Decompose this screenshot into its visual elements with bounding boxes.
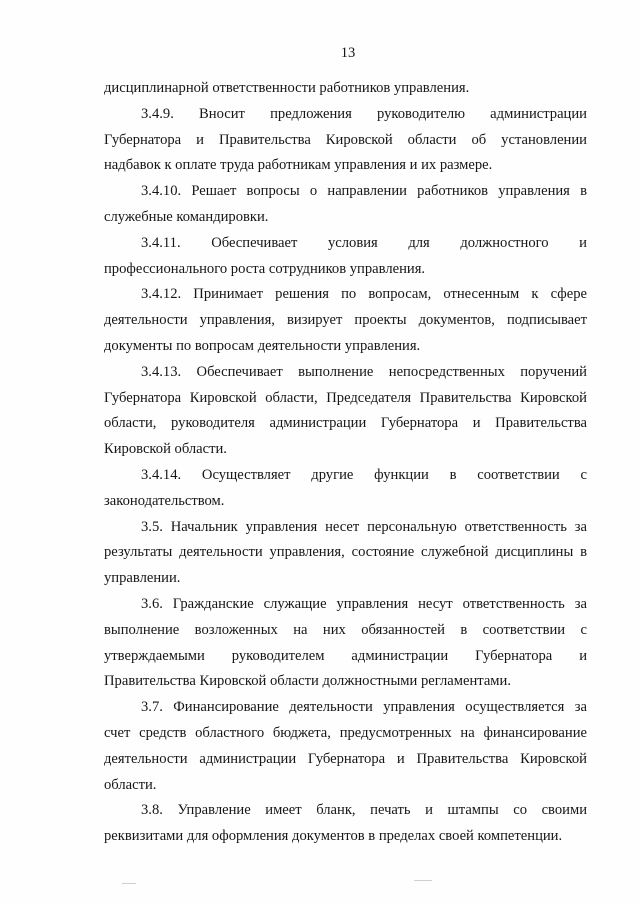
line-text: Начальник управления несет персональную ответственность за [170, 518, 587, 535]
text-line: надбавок к оплате труда работникам управления и их размере. [104, 157, 493, 174]
text-line [104, 102, 587, 128]
text-line: области. [104, 776, 157, 793]
text-line: Кировской области. [104, 441, 227, 458]
clause-number: 3.7. [141, 699, 163, 716]
line-text: Решает вопросы о направлении работников управления в [191, 183, 587, 200]
clause-3-5 [104, 515, 587, 592]
clause-number: 3.5. [141, 518, 163, 535]
clause-3-4-14 [104, 463, 587, 515]
text-line [104, 231, 587, 257]
line-text: Вносит предложения руководителю администрации [199, 105, 587, 122]
text-line [104, 282, 587, 308]
scan-mark [414, 880, 432, 881]
clause-number: 3.4.12. [141, 286, 182, 303]
clause-3-4-13 [104, 360, 587, 463]
line-text: Управление имеет бланк, печать и штампы со своими [177, 802, 588, 819]
line-text: Осуществляет другие функции в соответствии с [201, 466, 587, 483]
text-line [104, 360, 587, 386]
clause-number: 3.4.14. [141, 466, 182, 483]
page-number: 13 [340, 45, 356, 61]
text-line: области, руководителя администрации Губернатора и Правительства [104, 415, 587, 432]
text-line: Губернатора и Правительства Кировской области об установлении [104, 131, 587, 148]
clause-number: 3.8. [141, 802, 163, 819]
text-line: управлении. [104, 570, 181, 587]
text-line: результаты деятельности управления, состояние служебной дисциплины в [104, 544, 587, 561]
text-line: документы по вопросам деятельности управления. [104, 337, 421, 354]
clause-3-8 [104, 798, 587, 850]
text-line [104, 463, 587, 489]
text-line: выполнение возложенных на них обязанностей в соответствии с [104, 621, 587, 638]
clause-number: 3.4.10. [141, 183, 182, 200]
text-line: служебные командировки. [104, 208, 269, 225]
line-text: Финансирование деятельности управления осуществляется за [173, 699, 587, 716]
clause-3-4-9 [104, 102, 587, 179]
text-line [104, 592, 587, 618]
text-line: дисциплинарной ответственности работников управления. [104, 80, 470, 96]
scan-mark [122, 883, 136, 884]
clause-number: 3.4.13. [141, 363, 182, 380]
text-line [104, 515, 587, 541]
continued-paragraph [104, 76, 587, 102]
clause-number: 3.6. [141, 595, 163, 612]
text-line [104, 798, 587, 824]
text-line: счет средств областного бюджета, предусмотренных на финансирование [104, 724, 587, 741]
text-line: утверждаемыми руководителем администрации Губернатора и [104, 647, 587, 664]
text-line [104, 695, 587, 721]
text-line: профессионального роста сотрудников управления. [104, 260, 426, 277]
text-line: Правительства Кировской области должностными регламентами. [104, 673, 511, 690]
clause-number: 3.4.9. [141, 105, 174, 122]
text-line: деятельности управления, визирует проекты документов, подписывает [104, 312, 587, 329]
line-text: Обеспечивает выполнение непосредственных поручений [196, 363, 587, 380]
text-line: реквизитами для оформления документов в пределах своей компетенции. [104, 828, 563, 845]
clause-3-4-11 [104, 231, 587, 283]
line-text: Обеспечивает условия для должностного и [211, 234, 587, 251]
text-line [104, 179, 587, 205]
page-body-text [104, 76, 587, 850]
line-text: Гражданские служащие управления несут ответственность за [172, 595, 587, 612]
text-line: законодательством. [104, 492, 225, 509]
text-line: деятельности администрации Губернатора и Правительства Кировской [104, 750, 587, 767]
line-text: Принимает решения по вопросам, отнесенным к сфере [193, 286, 587, 303]
clause-3-6 [104, 592, 587, 695]
clause-3-7 [104, 695, 587, 798]
clause-3-4-10 [104, 179, 587, 231]
clause-3-4-12 [104, 282, 587, 359]
clause-number: 3.4.11. [141, 234, 181, 251]
text-line: Губернатора Кировской области, Председателя Правительства Кировской [104, 389, 587, 406]
